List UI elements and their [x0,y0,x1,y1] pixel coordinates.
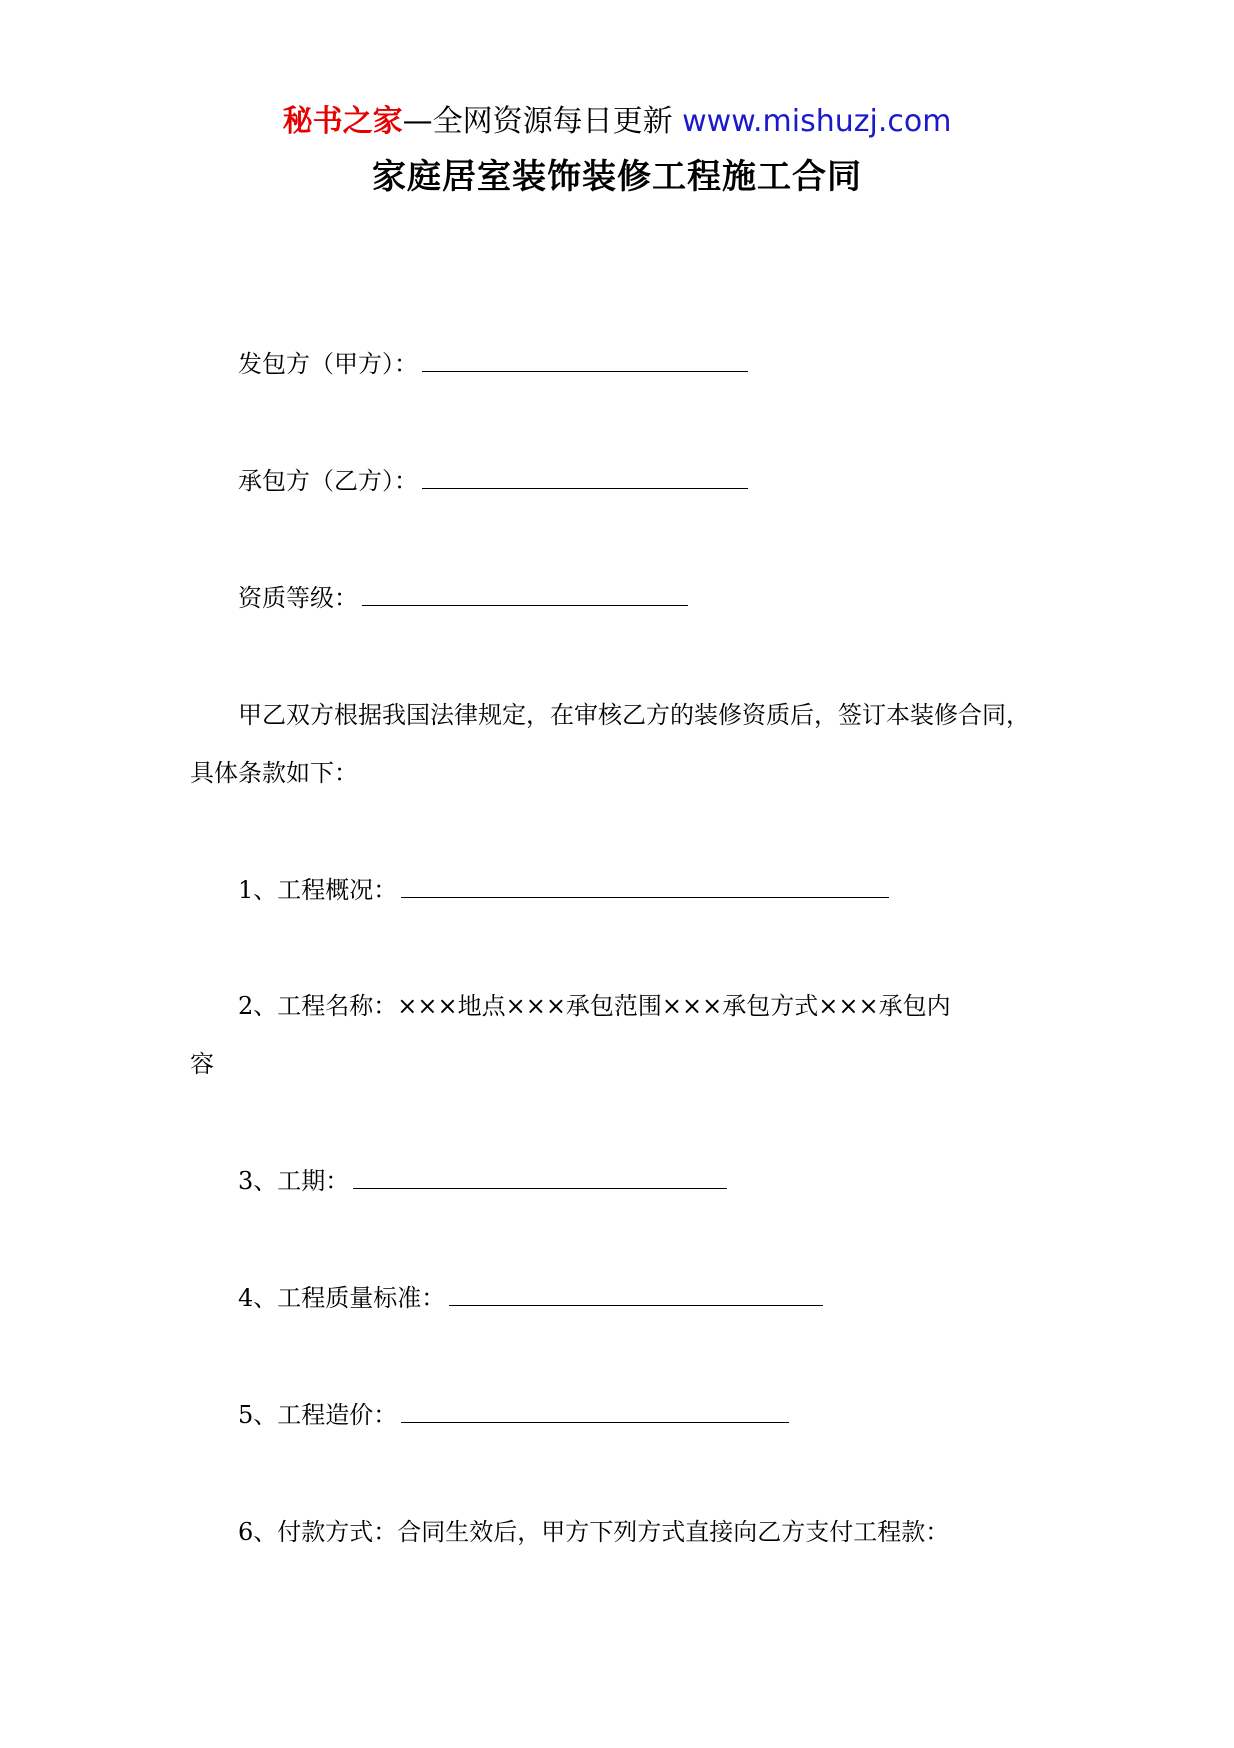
qualification-label: 资质等级： [238,584,358,612]
site-header [0,100,1234,144]
clause-1-blank[interactable] [401,873,889,898]
header-tagline: —全网资源每日更新 [402,104,683,139]
clause-2-line-2: 容 [190,1050,214,1078]
clause-3-blank[interactable] [353,1164,727,1189]
clause-1-label: 1、工程概况： [238,876,398,904]
site-url-link[interactable]: www.mishuzj.com [682,104,952,139]
document-title: 家庭居室装饰装修工程施工合同 [372,157,862,197]
party-a-row [238,346,748,382]
clause-2-line-1: 2、工程名称：×××地点×××承包范围×××承包方式×××承包内 [238,992,951,1020]
clause-3-label: 3、工期： [238,1167,350,1195]
brand-name: 秘书之家 [282,104,403,139]
qualification-blank[interactable] [362,581,688,606]
qualification-row [238,580,688,616]
clause-3-row [238,1163,727,1199]
party-b-blank[interactable] [422,464,748,489]
clause-4-label: 4、工程质量标准： [238,1284,446,1312]
clause-5-label: 5、工程造价： [238,1401,398,1429]
clause-4-row [238,1280,823,1316]
intro-line-2: 具体条款如下： [190,759,358,787]
party-b-row [238,463,748,499]
party-a-label: 发包方（甲方）： [238,350,418,378]
clause-6-row: 6、付款方式：合同生效后，甲方下列方式直接向乙方支付工程款： [238,1518,950,1546]
clause-5-blank[interactable] [401,1398,789,1423]
party-a-blank[interactable] [422,347,748,372]
clause-5-row [238,1397,789,1433]
clause-1-row [238,872,889,908]
intro-line-1: 甲乙双方根据我国法律规定，在审核乙方的装修资质后，签订本装修合同， [238,701,1030,729]
clause-4-blank[interactable] [449,1281,823,1306]
party-b-label: 承包方（乙方）： [238,467,418,495]
